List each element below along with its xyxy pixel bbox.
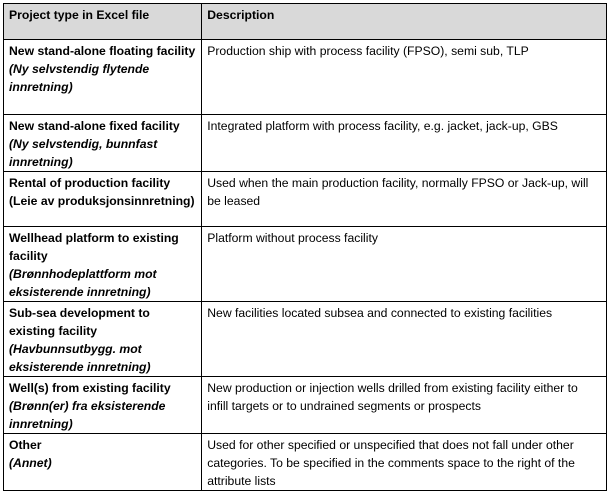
project-type-cell: [4, 227, 202, 302]
description-cell: Integrated platform with process facility, e.g. jacket, jack-up, GBS: [202, 115, 607, 172]
header-project-type: Project type in Excel file: [4, 4, 202, 40]
project-type-norwegian: (Ny selvstendig flytende innretning): [9, 62, 150, 94]
description-cell: New facilities located subsea and connected to existing facilities: [202, 302, 607, 377]
description-cell: Used for other specified or unspecified that does not fall under other categories. To be specified in the comments space to the right of the attribute lists: [202, 434, 607, 491]
header-description: Description: [202, 4, 607, 40]
project-type-cell: [4, 302, 202, 377]
table-row: [4, 377, 607, 434]
project-type-norwegian: (Annet): [9, 456, 52, 470]
table-row: [4, 302, 607, 377]
project-type-cell: [4, 115, 202, 172]
project-type-english: Rental of production facility: [9, 176, 171, 190]
description-cell: Used when the main production facility, normally FPSO or Jack-up, will be leased: [202, 172, 607, 227]
project-type-english: New stand-alone floating facility: [9, 44, 196, 58]
project-type-english: Sub-sea development to existing facility: [9, 306, 150, 338]
table-row: [4, 434, 607, 491]
table-row: [4, 172, 607, 227]
project-type-norwegian: (Ny selvstendig, bunnfast innretning): [9, 137, 158, 169]
project-type-english: Well(s) from existing facility: [9, 381, 171, 395]
project-type-english: New stand-alone fixed facility: [9, 119, 180, 133]
project-type-norwegian: (Brønnhodeplattform mot eksisterende innretning): [9, 267, 157, 299]
description-cell: Production ship with process facility (FPSO), semi sub, TLP: [202, 40, 607, 115]
description-cell: Platform without process facility: [202, 227, 607, 302]
project-type-cell: [4, 377, 202, 434]
table-row: [4, 115, 607, 172]
project-type-norwegian: (Brønn(er) fra eksisterende innretning): [9, 399, 166, 431]
table-header-row: [4, 4, 607, 40]
table-row: [4, 40, 607, 115]
project-type-cell: [4, 434, 202, 491]
project-type-table: [3, 3, 607, 491]
description-cell: New production or injection wells drilled from existing facility either to infill targets or to undrained segments or prospects: [202, 377, 607, 434]
project-type-norwegian: (Havbunnsutbygg. mot eksisterende innretning): [9, 342, 151, 374]
project-type-english: Other: [9, 438, 42, 452]
project-type-english: Wellhead platform to existing facility: [9, 231, 179, 263]
project-type-cell: [4, 172, 202, 227]
project-type-norwegian: (Leie av produksjonsinnretning): [9, 194, 195, 208]
project-type-cell: [4, 40, 202, 115]
table-row: [4, 227, 607, 302]
